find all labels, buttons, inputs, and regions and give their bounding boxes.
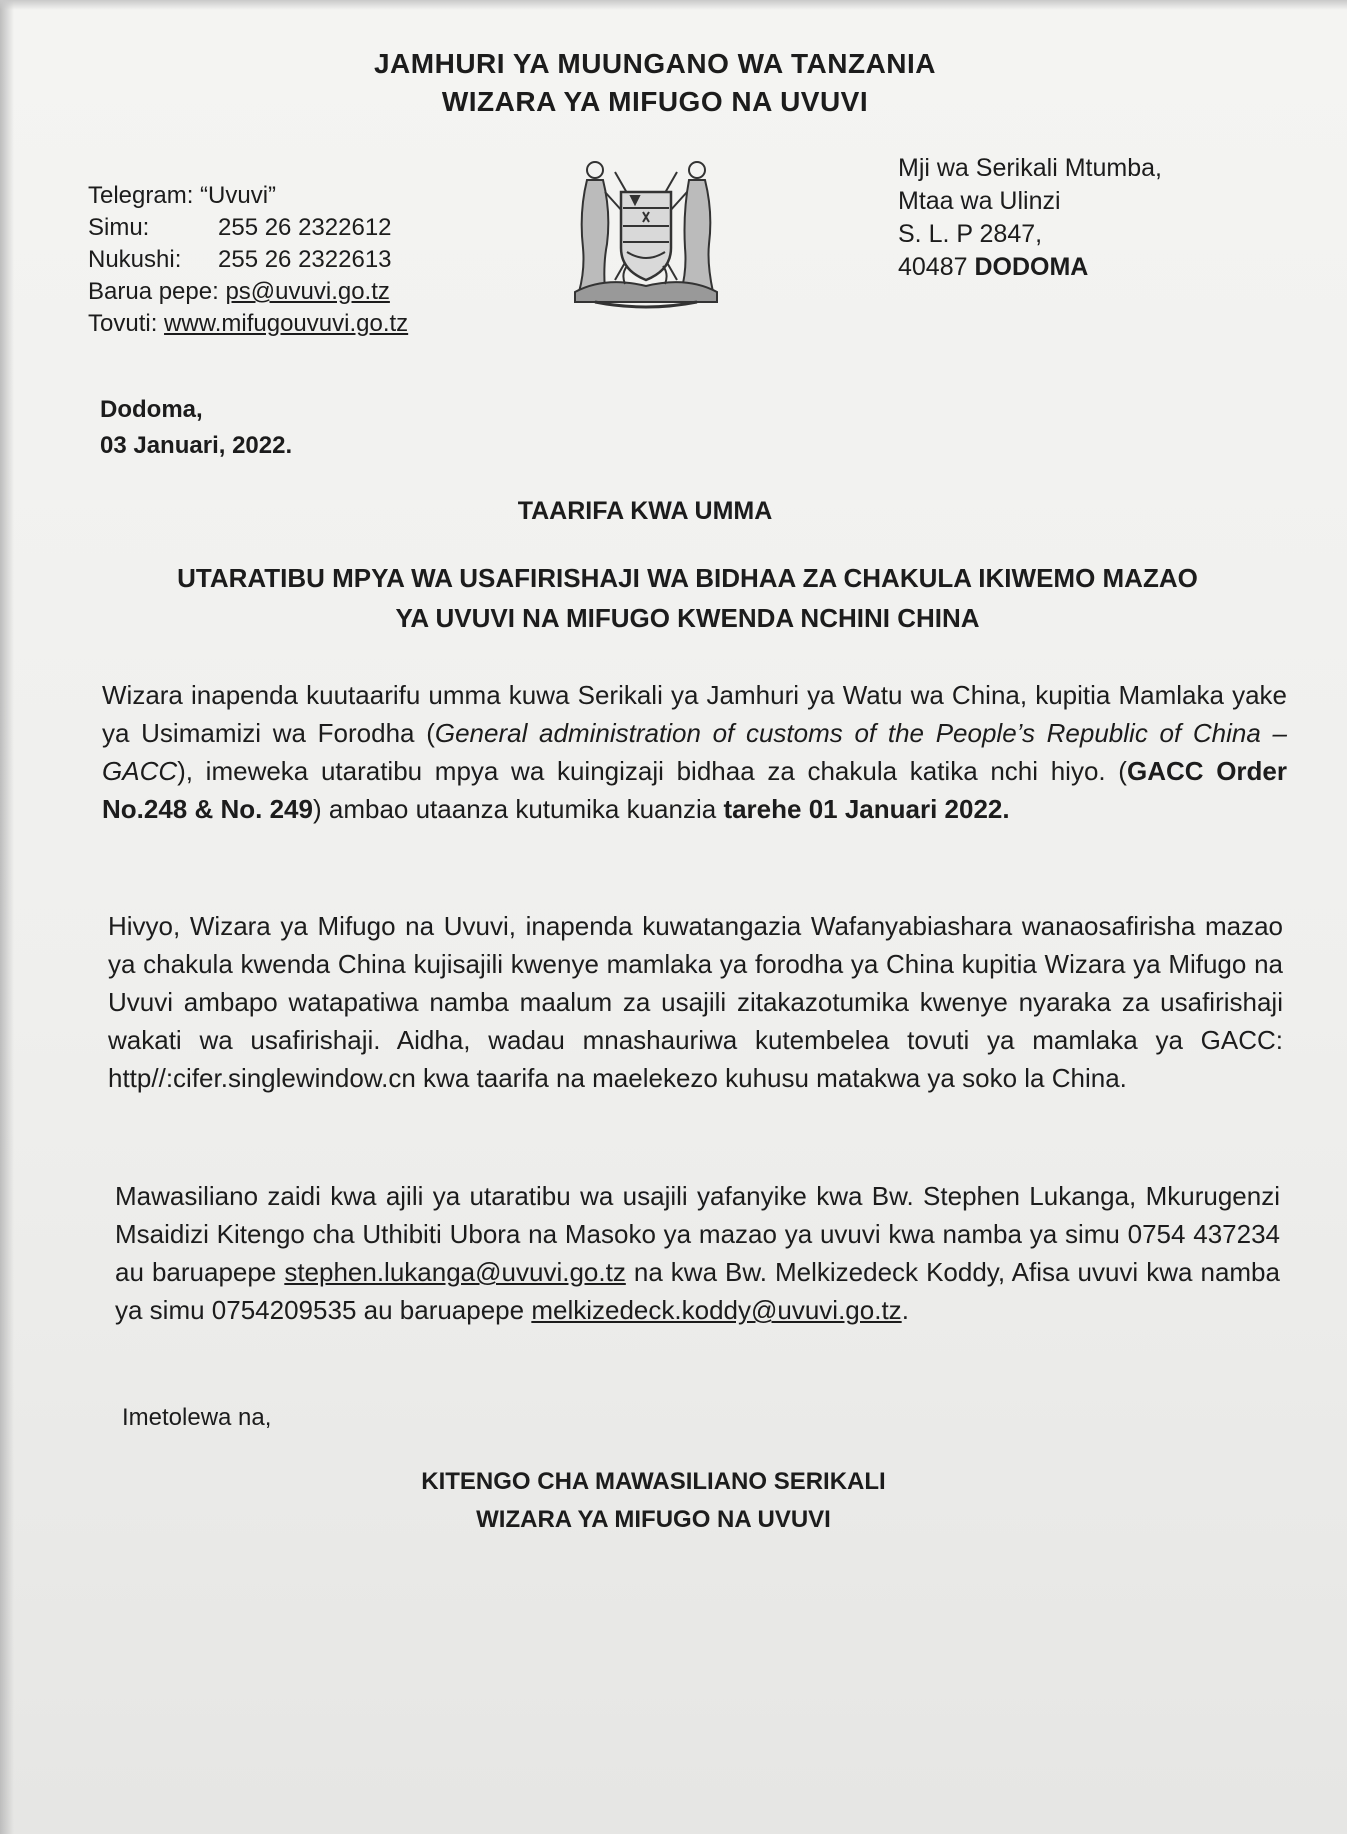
phone-row bbox=[88, 212, 408, 244]
signature-unit: KITENGO CHA MAWASILIANO SERIKALI bbox=[421, 1468, 886, 1495]
paragraph-1-text-c: ) ambao utaanza kutumika kuanzia bbox=[312, 794, 724, 824]
date: 03 Januari, 2022. bbox=[100, 432, 293, 459]
header-republic-name: JAMHURI YA MUUNGANO WA TANZANIA bbox=[373, 48, 937, 79]
email-row bbox=[88, 276, 408, 308]
paragraph-3-text-b: na kwa Bw. Melkizedeck Koddy, Afisa uvuvi kwa namba ya simu 0754209535 au baruapepe bbox=[115, 1257, 1280, 1325]
website-label: Tovuti: bbox=[88, 310, 158, 337]
address-line-2: Mtaa wa Ulinzi bbox=[898, 187, 1061, 215]
place: Dodoma, bbox=[100, 396, 203, 423]
place-date-block bbox=[100, 392, 292, 464]
address-city: DODOMA bbox=[974, 253, 1089, 281]
paragraph-1-text-a: Wizara inapenda kuutaarifu umma kuwa Serikali ya Jamhuri ya Watu wa China, kupitia Mamlaka yake ya Usimamizi wa Forodha ( bbox=[102, 680, 1287, 748]
telegram-value: “Uvuvi” bbox=[200, 182, 277, 209]
contact-block bbox=[88, 180, 408, 340]
website-link[interactable]: www.mifugouvuvi.go.tz bbox=[164, 310, 409, 337]
fax-value: 255 26 2322613 bbox=[218, 246, 392, 273]
page-top-edge bbox=[0, 0, 1347, 10]
telegram-row bbox=[88, 180, 408, 212]
paragraph-1-italic: General administration of customs of the People’s Republic of China –GACC bbox=[102, 718, 1287, 786]
subject-line-1: UTARATIBU MPYA WA USAFIRISHAJI WA BIDHAA ZA CHAKULA IKIWEMO MAZAO bbox=[177, 563, 1198, 593]
address-block bbox=[898, 152, 1162, 284]
header-ministry-name: WIZARA YA MIFUGO NA UVUVI bbox=[441, 86, 869, 117]
address-line-3: S. L. P 2847, bbox=[898, 220, 1043, 248]
subject-line-2: YA UVUVI NA MIFUGO KWENDA NCHINI CHINA bbox=[395, 603, 980, 633]
email-link-lukanga[interactable]: stephen.lukanga@uvuvi.go.tz bbox=[284, 1257, 626, 1287]
fax-row bbox=[88, 244, 408, 276]
phone-value: 255 26 2322612 bbox=[218, 214, 392, 241]
paragraph-3 bbox=[115, 1177, 1280, 1329]
address-line-1: Mji wa Serikali Mtumba, bbox=[898, 154, 1162, 182]
telegram-label: Telegram: bbox=[88, 182, 194, 209]
page-edge-shadow bbox=[0, 0, 14, 1834]
subject-heading bbox=[100, 558, 1275, 638]
tanzania-coat-of-arms-icon bbox=[565, 152, 727, 312]
phone-label: Simu: bbox=[88, 214, 150, 241]
signature-ministry: WIZARA YA MIFUGO NA UVUVI bbox=[476, 1506, 831, 1533]
paragraph-3-text-c: . bbox=[901, 1295, 909, 1325]
paragraph-1-order-ref: GACC Order No.248 & No. 249 bbox=[102, 756, 1287, 824]
notice-title: TAARIFA KWA UMMA bbox=[517, 497, 773, 525]
paragraph-3-text-a: Mawasiliano zaidi kwa ajili ya utaratibu wa usajili yafanyike kwa Bw. Stephen Lukanga, Mkurugenzi Msaidizi Kitengo cha Uthibiti Ubora na Masoko ya mazao ya uvuvi kwa namba ya simu 0754 437234 au baruapepe bbox=[115, 1181, 1280, 1287]
fax-label: Nukushi: bbox=[88, 246, 182, 273]
issued-by-label: Imetolewa na, bbox=[122, 1404, 272, 1431]
address-postcode: 40487 bbox=[898, 253, 968, 281]
paragraph-1 bbox=[102, 676, 1287, 828]
paragraph-1-text-b: ), imeweka utaratibu mpya wa kuingizaji bidhaa za chakula katika nchi hiyo. ( bbox=[177, 756, 1127, 786]
paragraph-2: Hivyo, Wizara ya Mifugo na Uvuvi, inapenda kuwatangazia Wafanyabiashara wanaosafirisha mazao ya chakula kwenda China kujisajili kwenye mamlaka ya forodha ya China kupitia Wizara ya Mifugo na Uvuvi ambapo watapatiwa namba maalum za usajili zitakazotumika kwenye nyaraka za usafirishaji wakati wa usafirishaji. Aidha, wadau mnashauriwa kutembelea tovuti ya mamlaka ya GACC: http//:cifer.singlewindow.cn kwa taarifa na maelekezo kuhusu matakwa ya soko la China. bbox=[108, 911, 1283, 1093]
email-label: Barua pepe: bbox=[88, 278, 219, 305]
paragraph-1-effective-date: tarehe 01 Januari 2022. bbox=[723, 794, 1010, 824]
website-row bbox=[88, 308, 408, 340]
email-link[interactable]: ps@uvuvi.go.tz bbox=[225, 278, 390, 305]
email-link-koddy[interactable]: melkizedeck.koddy@uvuvi.go.tz bbox=[531, 1295, 902, 1325]
address-line-4 bbox=[898, 251, 1162, 284]
